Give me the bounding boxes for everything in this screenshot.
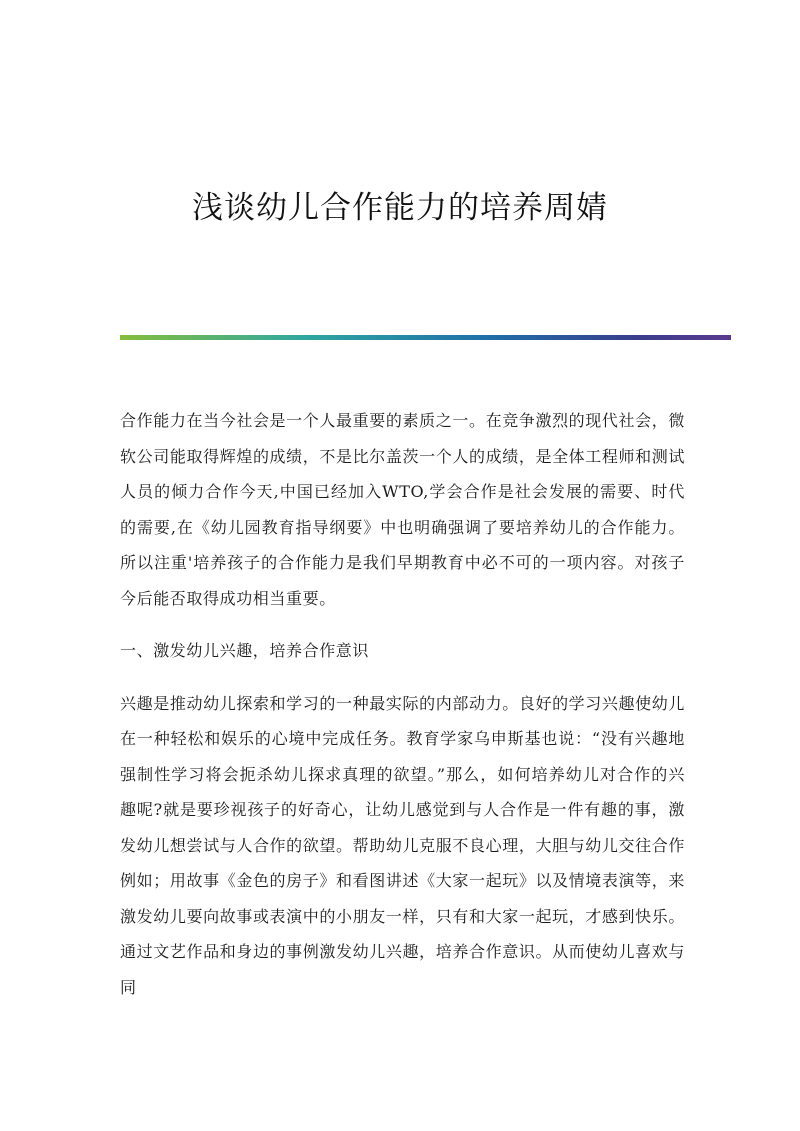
title-divider (120, 335, 731, 340)
paragraph-interest: 兴趣是推动幼儿探索和学习的一种最实际的内部动力。良好的学习兴趣使幼儿在一种轻松和娱乐的心境中完成任务。教育学家乌申斯基也说：“没有兴趣地强制性学习将会扼杀幼儿探求真理的欲望。”那么，如何培养幼儿对合作的兴趣呢?就是要珍视孩子的好奇心，让幼儿感觉到与人合作是一件有趣的事，激发幼儿想尝试与人合作的欲望。帮助幼儿克服不良心理，大胆与幼儿交往合作例如；用故事《金色的房子》和看图讲述《大家一起玩》以及情境表演等，来激发幼儿要向故事或表演中的小朋友一样，只有和大家一起玩，才感到快乐。通过文艺作品和身边的事例激发幼儿兴趣，培养合作意识。从而使幼儿喜欢与同 (120, 693, 685, 997)
section-heading: 一、激发幼儿兴趣，培养合作意识 (120, 641, 370, 660)
paragraph-intro: 合作能力在当今社会是一个人最重要的素质之一。在竞争激烈的现代社会，微软公司能取得辉煌的成绩，不是比尔盖茨一个人的成绩，是全体工程师和测试人员的倾力合作今天,中国已经加入WTO,学会合作是社会发展的需要、时代的需要,在《幼儿园教育指导纲要》中也明确强调了要培养幼儿的合作能力。所以注重'培养孩子的合作能力是我们早期教育中必不可的一项内容。对孩子今后能否取得成功相当重要。 (120, 411, 685, 608)
document-title: 浅谈幼儿合作能力的培养周婧 (192, 190, 608, 226)
document-body (120, 403, 685, 1022)
